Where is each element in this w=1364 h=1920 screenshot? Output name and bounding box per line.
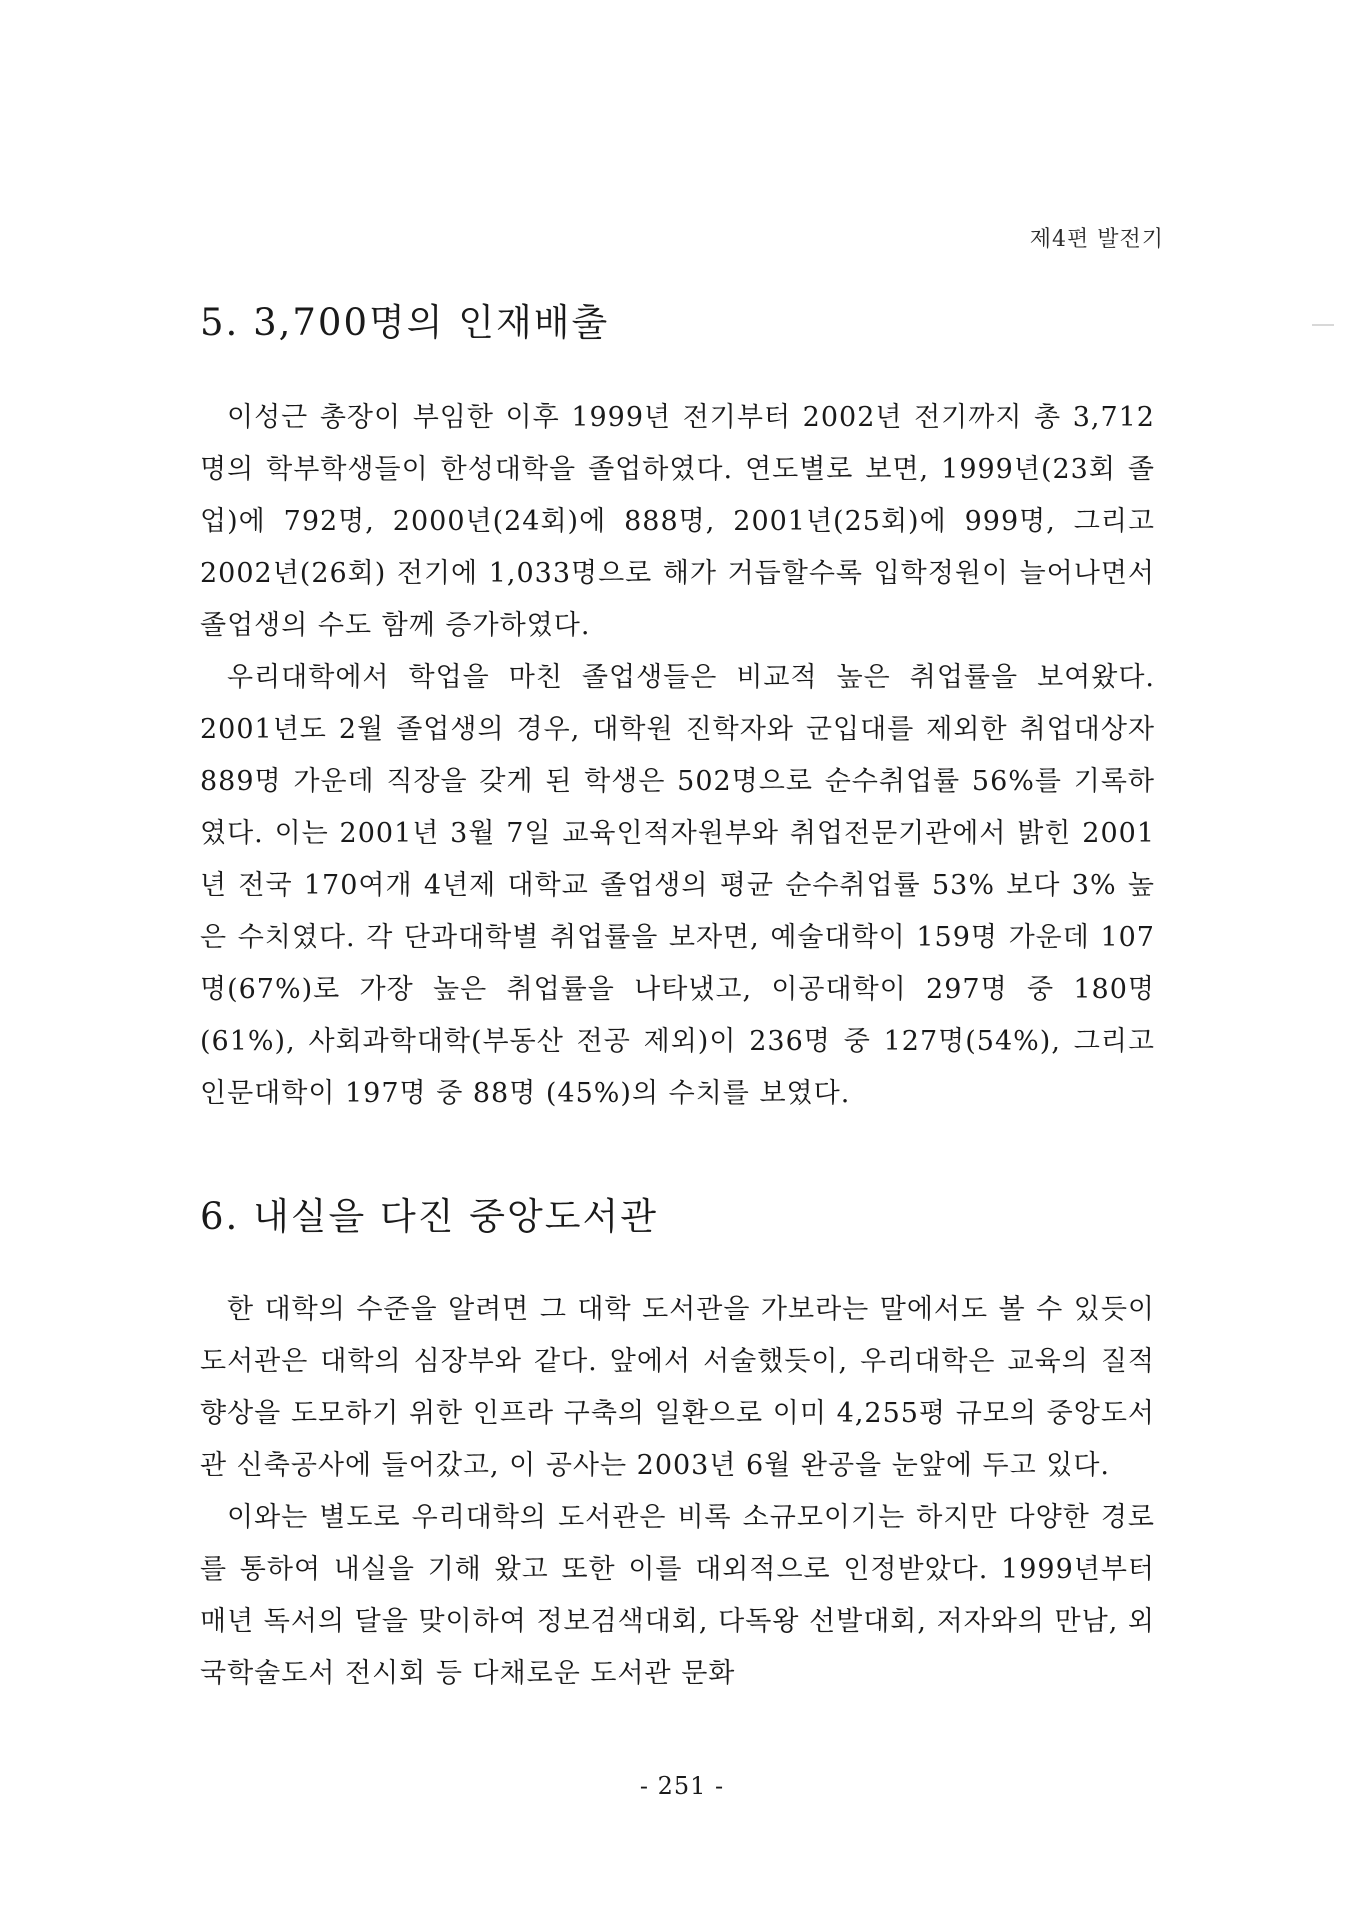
running-header: 제4편 발전기 bbox=[1029, 227, 1164, 252]
paragraph: 우리대학에서 학업을 마친 졸업생들은 비교적 높은 취업률을 보여왔다. 2001년도 2월 졸업생의 경우, 대학원 진학자와 군입대를 제외한 취업대상자 889명 가운데 직장을 갖게 된 학생은 502명으로 순수취업률 56%를 기록하였다. 이는 2001년 3월 7일 교육인적자원부와 취업전문기관에서 밝힌 2001년 전국 170여개 4년제 대학교 졸업생의 평균 순수취업률 53% 보다 3% 높은 수치였다. 각 단과대학별 취업률을 보자면, 예술대학이 159명 가운데 107명(67%)로 가장 높은 취업률을 나타냈고, 이공대학이 297명 중 180명(61%), 사회과학대학(부동산 전공 제외)이 236명 중 127명(54%), 그리고 인문대학이 197명 중 88명 (45%)의 수치를 보였다. bbox=[200, 662, 1155, 1109]
section-body-6 bbox=[200, 1284, 1155, 1700]
page-number: - 251 - bbox=[639, 1772, 725, 1800]
paragraph: 한 대학의 수준을 알려면 그 대학 도서관을 가보라는 말에서도 볼 수 있듯이 도서관은 대학의 심장부와 같다. 앞에서 서술했듯이, 우리대학은 교육의 질적 향상을 도모하기 위한 인프라 구축의 일환으로 이미 4,255평 규모의 중앙도서관 신축공사에 들어갔고, 이 공사는 2003년 6월 완공을 눈앞에 두고 있다. bbox=[200, 1294, 1155, 1481]
paragraph: 이성근 총장이 부임한 이후 1999년 전기부터 2002년 전기까지 총 3,712명의 학부학생들이 한성대학을 졸업하였다. 연도별로 보면, 1999년(23회 졸업)에 792명, 2000년(24회)에 888명, 2001년(25회)에 999명, 그리고 2002년(26회) 전기에 1,033명으로 해가 거듭할수록 입학정원이 늘어나면서 졸업생의 수도 함께 증가하였다. bbox=[200, 402, 1155, 641]
scan-mark bbox=[1312, 324, 1334, 326]
section-body-5 bbox=[200, 392, 1155, 1120]
section-title-6: 6. 내실을 다진 중앙도서관 bbox=[200, 1195, 659, 1238]
paragraph: 이와는 별도로 우리대학의 도서관은 비록 소규모이기는 하지만 다양한 경로를 통하여 내실을 기해 왔고 또한 이를 대외적으로 인정받았다. 1999년부터 매년 독서의 달을 맞이하여 정보검색대회, 다독왕 선발대회, 저자와의 만남, 외국학술도서 전시회 등 다채로운 도서관 문화 bbox=[200, 1502, 1155, 1689]
section-title-5: 5. 3,700명의 인재배출 bbox=[200, 301, 610, 344]
